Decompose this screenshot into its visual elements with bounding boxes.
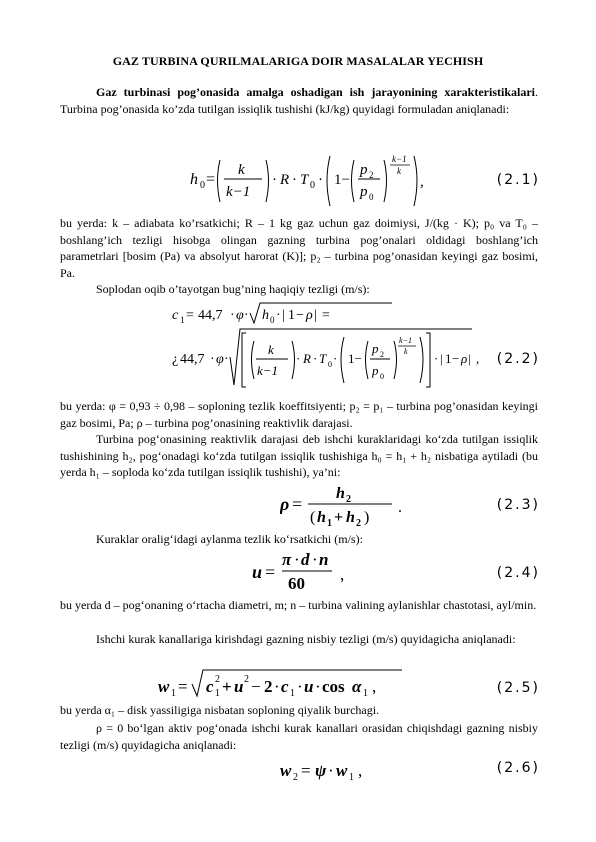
eq5-cos: cos (322, 677, 345, 696)
eq5-c1-pow: 2 (215, 674, 220, 685)
eq2-h0-sub: 0 (270, 315, 275, 325)
eq5-alpha-sub: 1 (363, 688, 368, 699)
eq2-k: k (268, 342, 274, 357)
equation-number-2-4: (2.4) (496, 565, 540, 581)
eq1-h0: h (190, 171, 198, 188)
eq2-dot4: · (210, 352, 215, 367)
eq6-equals: = (301, 761, 311, 780)
eq5-alpha: α (352, 677, 362, 696)
eq5-plus: + (222, 677, 232, 696)
eq2-bar1: | (282, 308, 285, 323)
eq1-p0-sub: 0 (369, 192, 374, 202)
eq1-lparen1 (218, 160, 221, 202)
eq3-equals: = (292, 494, 303, 514)
eq4-n: n (319, 550, 329, 569)
eq2-T0: T (319, 351, 327, 366)
eq3-h2-den: h (346, 509, 355, 526)
eq1-k: k (238, 162, 245, 178)
paragraph-relative-velocity: Ishchi kurak kanallariga kirishdagi gazning nisbiy tezligi (m/s) quyidagicha aniqlanadi: (96, 632, 516, 646)
eq1-rparen2 (414, 156, 417, 206)
paragraph-eq2-legend: bu yerda: φ = 0,93 ÷ 0,98 – soploning tezlik koeffitsiyenti; p₂ = p₁ – turbina pog’onasidan keyingi gaz bosimi, Pa; ρ – turbina pog’onasining reaktivlik darajasi. (60, 399, 538, 430)
eq4-denominator: 60 (288, 574, 305, 593)
eq2-rbracket (426, 333, 430, 387)
eq5-w1-sub: 1 (171, 688, 176, 699)
eq4-u: u (252, 562, 263, 582)
eq5-c1: c (206, 677, 214, 696)
equation-number-2-6: (2.6) (496, 760, 540, 776)
eq6-w2-sub: 2 (293, 772, 298, 783)
eq1-exp-den: k (397, 166, 401, 176)
eq4-equals: = (265, 562, 276, 582)
eq1-rparen3 (384, 160, 387, 202)
paragraph-intro (60, 84, 538, 117)
eq2-bar4: | (468, 351, 471, 366)
eq3-h2-den-sub: 2 (356, 518, 361, 528)
eq2-dot9: · (434, 351, 439, 366)
eq2-R: R (303, 351, 311, 366)
equation-number-2-3: (2.3) (496, 497, 540, 513)
eq2-bar3: | (440, 351, 443, 366)
eq2-dot7: · (313, 351, 318, 366)
eq4-dot2: · (312, 550, 318, 569)
eq6-w2: w (280, 761, 292, 780)
eq1-p2: p (360, 162, 368, 178)
eq5-equals: = (178, 677, 188, 696)
eq6-w1: w (336, 761, 348, 780)
eq5-u-pow: 2 (244, 674, 249, 685)
eq2-one2: 1− (348, 351, 362, 366)
eq5-comma: , (372, 677, 377, 696)
eq6-psi: ψ (315, 761, 327, 780)
eq5-c1b-sub: 1 (290, 688, 295, 699)
eq3-h1: h (317, 509, 326, 526)
eq3-h2-num-sub: 2 (346, 494, 351, 505)
eq5-c1-sub: 1 (215, 688, 220, 699)
eq2-rho1: ρ (306, 308, 313, 323)
eq2-lparen3 (366, 341, 369, 379)
eq2-rparen2 (420, 337, 423, 383)
eq4-dot1: · (294, 550, 300, 569)
eq5-u2: u (304, 677, 314, 696)
eq2-exp-den: k (404, 347, 408, 356)
eq1-dot2: · (292, 172, 297, 188)
eq2-rho2: ρ (461, 351, 468, 366)
eq2-exp-num: k−1 (399, 336, 412, 345)
eq2-minus2: − (452, 351, 460, 366)
eq1-rparen1 (266, 160, 269, 202)
eq2-c1: c (172, 308, 179, 323)
eq1-p0: p (360, 184, 368, 200)
equation-2-3 (280, 482, 410, 528)
eq4-pi: π (282, 550, 292, 569)
eq1-dot3: · (318, 172, 323, 188)
eq2-const1: 44,7 (198, 308, 223, 323)
eq5-dot1: · (274, 677, 280, 696)
eq4-d: d (301, 550, 310, 569)
eq5-dot2: · (297, 677, 303, 696)
eq3-plus: + (334, 509, 344, 526)
eq3-h1-sub: 1 (327, 518, 332, 528)
eq5-dot3: · (315, 677, 321, 696)
eq3-lparen: ( (310, 509, 316, 526)
equation-number-2-1: (2.1) (496, 172, 540, 188)
document-title: GAZ TURBINA QURILMALARIGA DOIR MASALALAR YECHISH (112, 54, 484, 68)
eq1-dot1: · (272, 172, 277, 188)
eq5-w1: w (158, 677, 170, 696)
equation-2-4 (252, 548, 362, 594)
eq2-comma: , (476, 351, 480, 366)
eq2-dot8: · (333, 351, 338, 366)
eq5-minus: − (251, 677, 261, 696)
eq1-km1: k−1 (226, 184, 251, 200)
eq1-lparen3 (352, 160, 355, 202)
eq2-minus1: − (296, 308, 304, 323)
eq6-comma: , (358, 761, 363, 780)
eq2-T0-sub: 0 (328, 360, 332, 369)
eq2-p2-sub: 2 (380, 350, 384, 359)
equation-2-6 (280, 754, 400, 784)
eq3-period: . (398, 499, 402, 516)
paragraph-eq4-legend: bu yerda d – pog‘onaning o‘rtacha diametri, m; n – turbina valining aylanishlar chastotasi, ayl/min. (60, 598, 537, 612)
eq1-h0-sub: 0 (200, 180, 205, 191)
eq2-rparen1 (292, 341, 295, 379)
eq2-dot6: · (296, 351, 301, 366)
eq2-rparen3 (394, 341, 397, 379)
intro-text: . Turbina pog’onasida ko’zda tutilgan issiqlik tushishi (kJ/kg) quyidagi formuladan aniqlanadi: (60, 85, 538, 116)
eq2-inv: ¿ (172, 352, 179, 367)
eq3-rho: ρ (280, 494, 290, 514)
equation-2-1 (190, 150, 430, 210)
eq1-p2-sub: 2 (369, 170, 374, 180)
eq2-dot5: · (224, 352, 229, 367)
eq2-p2: p (372, 341, 379, 356)
eq1-one-minus: 1− (334, 172, 350, 188)
eq2-lparen1 (252, 341, 255, 379)
eq2-h0: h (262, 308, 269, 323)
eq2-dot3: · (276, 308, 281, 323)
eq2-bar2: | (314, 308, 317, 323)
eq5-two: 2 (264, 677, 273, 696)
paragraph-reactivity: Turbina pog‘onasining reaktivlik darajasi deb ishchi kuraklaridagi ko‘zda tutilgan issiqlik tushishining h₂, pog‘onadagi ko‘zda tutilgan issiqlik tushishiga h₀ = h₁ + h₂ nisbatiga aytiladi (bu yerda h₁ – soploda ko‘zda tutilgan issiqlik tushishi), ya’ni: (60, 432, 538, 479)
eq1-equals: = (206, 171, 216, 188)
equation-2-5 (158, 666, 428, 700)
eq2-equals1: = (186, 308, 194, 323)
eq3-rparen: ) (364, 509, 370, 526)
eq2-c1-sub: 1 (180, 315, 185, 325)
paragraph-active-stage: ρ = 0 bo‘lgan aktiv pog‘onada ishchi kurak kanallari orasidan chiqishdagi gazning nisbiy tezligi (m/s) quyidagicha aniqlanadi: (60, 721, 538, 752)
eq6-dot: · (328, 761, 334, 780)
equation-2-2 (172, 297, 492, 395)
eq2-const2: 44,7 (180, 352, 205, 367)
paragraph-circumferential-speed: Kuraklar oralig‘idagi aylanma tezlik ko‘rsatkichi (m/s): (96, 532, 363, 546)
eq1-lparen2 (327, 156, 330, 206)
eq2-p0-sub: 0 (380, 372, 384, 381)
equation-number-2-5: (2.5) (496, 680, 540, 696)
eq2-dot1: · (230, 308, 235, 323)
intro-bold: Gaz turbinasi pog’onasida amalga oshadigan ish jarayonining xarakteristikalari (96, 85, 535, 99)
eq3-h2-num: h (336, 485, 345, 502)
equation-number-2-2: (2.2) (496, 351, 540, 367)
eq2-dot2: · (244, 308, 249, 323)
eq2-phi1: φ (236, 308, 244, 323)
paragraph-nozzle-velocity: Soplodan oqib o’tayotgan bug’ning haqiqiy tezligi (m/s): (96, 282, 370, 296)
eq2-lbracket (242, 333, 246, 387)
eq2-p0: p (372, 363, 379, 378)
paragraph-eq1-legend: bu yerda: k – adiabata ko’rsatkichi; R – 1 kg gaz uchun gaz doimiysi, J/(kg · K); p₀ va T₀ – boshlang’ich tezligi hisobga olingan gazning turbina pog’onalari oldidagi boshlang’ich parametrlari [bosim (Pa) va absolyut harorat (K)]; p₂ – turbina pog’onasidan keyingi gaz bosimi, Pa. (60, 216, 538, 280)
eq1-comma: , (420, 174, 424, 190)
eq2-equals2: = (322, 308, 330, 323)
eq5-u1: u (234, 677, 244, 696)
eq1-R: R (280, 172, 290, 188)
eq6-w1-sub: 1 (349, 772, 354, 783)
paragraph-eq5-legend: bu yerda α₁ – disk yassiligiga nisbatan soploning qiyalik burchagi. (60, 703, 380, 717)
eq2-lparen2 (341, 337, 344, 383)
eq1-exp-num: k−1 (392, 154, 407, 164)
eq2-km1: k−1 (257, 363, 279, 378)
eq1-T0-sub: 0 (310, 180, 315, 191)
eq2-one3: 1 (445, 351, 452, 366)
eq5-c1b: c (281, 677, 289, 696)
eq2-one1: 1 (288, 308, 295, 323)
eq4-comma: , (340, 565, 345, 584)
eq2-phi2: φ (216, 352, 224, 367)
eq1-T0: T (300, 172, 309, 188)
